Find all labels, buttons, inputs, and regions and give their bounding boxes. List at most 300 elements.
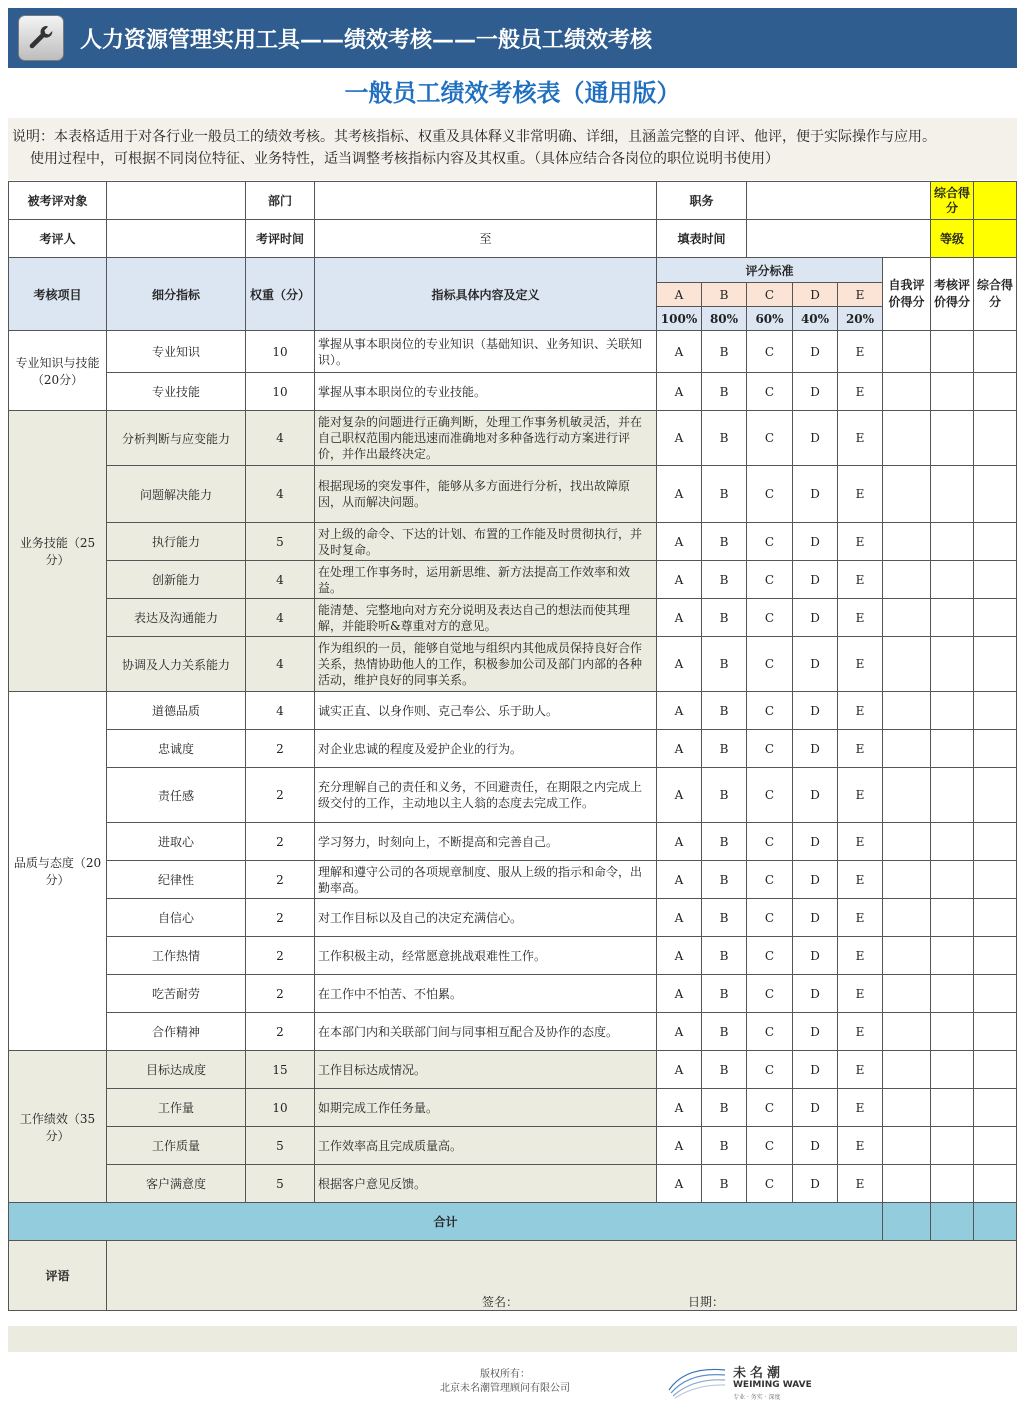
- indicator-weight: 4: [246, 637, 315, 692]
- indicator-name: 问题解决能力: [107, 466, 246, 523]
- total-score-cell[interactable]: [974, 637, 1017, 692]
- table-row: [9, 637, 1017, 692]
- grade-option-e[interactable]: E: [838, 411, 883, 466]
- indicator-weight: 4: [246, 466, 315, 523]
- total-final-cell[interactable]: [974, 1203, 1017, 1241]
- grade-option-b[interactable]: B: [702, 975, 747, 1013]
- grade-option-e[interactable]: E: [838, 523, 883, 561]
- grade-option-b[interactable]: B: [702, 331, 747, 373]
- indicator-definition: 诚实正直、以身作则、克己奉公、乐于助人。: [315, 692, 657, 730]
- indicator-definition: 对工作目标以及自己的决定充满信心。: [315, 899, 657, 937]
- indicator-definition: 能对复杂的问题进行正确判断，处理工作事务机敏灵活，并在自己职权范围内能迅速而准确地对多种备选行动方案进行评价，并作出最终决定。: [315, 411, 657, 466]
- grade-option-b[interactable]: B: [702, 1127, 747, 1165]
- grade-option-a[interactable]: A: [657, 637, 702, 692]
- eval-score-cell[interactable]: [931, 1127, 974, 1165]
- eval-score-cell[interactable]: [931, 466, 974, 523]
- indicator-weight: 5: [246, 1165, 315, 1203]
- indicator-name: 工作质量: [107, 1127, 246, 1165]
- grade-option-c[interactable]: C: [747, 373, 793, 411]
- dept-label: 部门: [246, 182, 315, 220]
- grade-option-d[interactable]: D: [793, 1089, 838, 1127]
- grade-option-d[interactable]: D: [793, 768, 838, 823]
- total-score-cell[interactable]: [974, 1127, 1017, 1165]
- form-title: 一般员工绩效考核表（通用版）: [344, 79, 681, 107]
- grade-option-e[interactable]: E: [838, 975, 883, 1013]
- total-score-cell[interactable]: [974, 1089, 1017, 1127]
- total-score-cell[interactable]: [974, 331, 1017, 373]
- table-row: [9, 692, 1017, 730]
- grade-option-b[interactable]: B: [702, 1165, 747, 1203]
- grade-option-a[interactable]: A: [657, 730, 702, 768]
- total-score-cell[interactable]: [974, 768, 1017, 823]
- eval-score-cell[interactable]: [931, 1051, 974, 1089]
- eval-score-cell[interactable]: [931, 768, 974, 823]
- period-label: 考评时间: [246, 220, 315, 258]
- indicator-definition: 工作效率高且完成质量高。: [315, 1127, 657, 1165]
- grade-option-a[interactable]: A: [657, 466, 702, 523]
- grade-option-e[interactable]: E: [838, 730, 883, 768]
- grade-option-b[interactable]: B: [702, 411, 747, 466]
- grade-option-a[interactable]: A: [657, 1127, 702, 1165]
- grade-option-e[interactable]: E: [838, 823, 883, 861]
- company-logo: [665, 1358, 815, 1404]
- col-indicator: 细分指标: [107, 258, 246, 331]
- grade-option-e[interactable]: E: [838, 331, 883, 373]
- grade-option-a[interactable]: A: [657, 523, 702, 561]
- evaluation-table: [8, 181, 1017, 1311]
- grade-option-d[interactable]: D: [793, 637, 838, 692]
- indicator-definition: 如期完成工作任务量。: [315, 1089, 657, 1127]
- eval-score-cell[interactable]: [931, 1165, 974, 1203]
- self-score-cell[interactable]: [883, 331, 931, 373]
- indicator-weight: 10: [246, 331, 315, 373]
- indicator-name: 创新能力: [107, 561, 246, 599]
- grade-option-b[interactable]: B: [702, 899, 747, 937]
- grade-option-e[interactable]: E: [838, 1089, 883, 1127]
- self-score-cell[interactable]: [883, 561, 931, 599]
- self-score-cell[interactable]: [883, 466, 931, 523]
- table-row: [9, 975, 1017, 1013]
- fill-date-input[interactable]: [747, 220, 931, 258]
- grade-option-d[interactable]: D: [793, 899, 838, 937]
- eval-score-cell[interactable]: [931, 1089, 974, 1127]
- grade-option-a[interactable]: A: [657, 331, 702, 373]
- total-score-cell[interactable]: [974, 466, 1017, 523]
- grade-option-b[interactable]: B: [702, 823, 747, 861]
- total-score-label: 综合得分: [931, 182, 974, 220]
- self-score-cell[interactable]: [883, 823, 931, 861]
- subject-label: 被考评对象: [9, 182, 107, 220]
- total-score-cell[interactable]: [974, 823, 1017, 861]
- indicator-name: 专业技能: [107, 373, 246, 411]
- eval-score-cell[interactable]: [931, 692, 974, 730]
- category-cell: 品质与态度（20分）: [9, 692, 107, 1051]
- grade-option-c[interactable]: C: [747, 1127, 793, 1165]
- total-score-cell[interactable]: [974, 730, 1017, 768]
- indicator-weight: 4: [246, 561, 315, 599]
- grade-option-a[interactable]: A: [657, 561, 702, 599]
- indicator-definition: 根据现场的突发事件，能够从多方面进行分析，找出故障原因，从而解决问题。: [315, 466, 657, 523]
- indicator-name: 吃苦耐劳: [107, 975, 246, 1013]
- col-self: 自我评价得分: [883, 258, 931, 331]
- grade-option-e[interactable]: E: [838, 1051, 883, 1089]
- total-score-cell[interactable]: [974, 599, 1017, 637]
- comment-label: 评语: [9, 1241, 107, 1311]
- grade-option-b[interactable]: B: [702, 599, 747, 637]
- indicator-definition: 根据客户意见反馈。: [315, 1165, 657, 1203]
- self-score-cell[interactable]: [883, 861, 931, 899]
- grade-label: 等级: [931, 220, 974, 258]
- indicator-weight: 10: [246, 1089, 315, 1127]
- grade-option-b[interactable]: B: [702, 861, 747, 899]
- eval-score-cell[interactable]: [931, 730, 974, 768]
- grade-c: C: [747, 283, 793, 307]
- eval-score-cell[interactable]: [931, 637, 974, 692]
- grade-option-c[interactable]: C: [747, 1013, 793, 1051]
- page-header: [8, 8, 1017, 68]
- total-score-cell[interactable]: [974, 411, 1017, 466]
- grade-option-c[interactable]: C: [747, 730, 793, 768]
- eval-score-cell[interactable]: [931, 373, 974, 411]
- grade-option-d[interactable]: D: [793, 730, 838, 768]
- date-label: 日期：: [688, 1295, 725, 1309]
- grade-option-a[interactable]: A: [657, 692, 702, 730]
- grade-a: A: [657, 283, 702, 307]
- indicator-definition: 学习努力，时刻向上，不断提高和完善自己。: [315, 823, 657, 861]
- indicator-name: 合作精神: [107, 1013, 246, 1051]
- grade-option-b[interactable]: B: [702, 1013, 747, 1051]
- evaluator-label: 考评人: [9, 220, 107, 258]
- grade-option-a[interactable]: A: [657, 768, 702, 823]
- indicator-definition: 掌握从事本职岗位的专业知识（基础知识、业务知识、关联知识）。: [315, 331, 657, 373]
- grade-option-b[interactable]: B: [702, 561, 747, 599]
- grade-option-c[interactable]: C: [747, 899, 793, 937]
- table-row: [9, 411, 1017, 466]
- eval-score-cell[interactable]: [931, 937, 974, 975]
- grade-option-a[interactable]: A: [657, 411, 702, 466]
- copyright-line-2: 北京未名潮管理顾问有限公司: [440, 1383, 570, 1394]
- table-row: [9, 1089, 1017, 1127]
- grade-option-c[interactable]: C: [747, 768, 793, 823]
- grade-option-b[interactable]: B: [702, 768, 747, 823]
- self-score-cell[interactable]: [883, 1051, 931, 1089]
- total-score-input[interactable]: [974, 182, 1017, 220]
- eval-score-cell[interactable]: [931, 861, 974, 899]
- percent-e: 20%: [838, 307, 883, 331]
- dept-input[interactable]: [315, 182, 657, 220]
- indicator-weight: 2: [246, 937, 315, 975]
- percent-d: 40%: [793, 307, 838, 331]
- eval-score-cell[interactable]: [931, 523, 974, 561]
- indicator-weight: 2: [246, 861, 315, 899]
- grade-option-e[interactable]: E: [838, 692, 883, 730]
- col-standard: 评分标准: [657, 258, 883, 283]
- col-eval: 考核评价得分: [931, 258, 974, 331]
- grade-option-e[interactable]: E: [838, 373, 883, 411]
- eval-score-cell[interactable]: [931, 1013, 974, 1051]
- grade-option-d[interactable]: D: [793, 1165, 838, 1203]
- grade-option-a[interactable]: A: [657, 373, 702, 411]
- comment-row: [9, 1241, 1017, 1311]
- logo-name: 未名潮: [733, 1366, 785, 1381]
- grade-option-a[interactable]: A: [657, 1051, 702, 1089]
- indicator-weight: 10: [246, 373, 315, 411]
- self-score-cell[interactable]: [883, 730, 931, 768]
- grade-option-b[interactable]: B: [702, 730, 747, 768]
- grade-option-d[interactable]: D: [793, 1051, 838, 1089]
- grade-option-d[interactable]: D: [793, 523, 838, 561]
- total-score-cell[interactable]: [974, 861, 1017, 899]
- self-score-cell[interactable]: [883, 937, 931, 975]
- grade-option-a[interactable]: A: [657, 1089, 702, 1127]
- table-row: [9, 1051, 1017, 1089]
- table-row: [9, 730, 1017, 768]
- header-title: 人力资源管理实用工具——绩效考核——一般员工绩效考核: [80, 27, 653, 53]
- self-score-cell[interactable]: [883, 637, 931, 692]
- grade-option-b[interactable]: B: [702, 937, 747, 975]
- indicator-name: 表达及沟通能力: [107, 599, 246, 637]
- grade-option-d[interactable]: D: [793, 561, 838, 599]
- grade-option-e[interactable]: E: [838, 637, 883, 692]
- table-row: [9, 523, 1017, 561]
- fill-date-label: 填表时间: [657, 220, 747, 258]
- grade-option-e[interactable]: E: [838, 937, 883, 975]
- indicator-definition: 作为组织的一员，能够自觉地与组织内其他成员保持良好合作关系，热情协助他人的工作，积极参加公司及部门内部的各种活动，维护良好的同事关系。: [315, 637, 657, 692]
- eval-score-cell[interactable]: [931, 899, 974, 937]
- indicator-weight: 15: [246, 1051, 315, 1089]
- total-score-cell[interactable]: [974, 1051, 1017, 1089]
- grade-option-b[interactable]: B: [702, 1089, 747, 1127]
- eval-score-cell[interactable]: [931, 331, 974, 373]
- grade-option-e[interactable]: E: [838, 1127, 883, 1165]
- table-row: [9, 466, 1017, 523]
- grade-option-c[interactable]: C: [747, 411, 793, 466]
- col-category: 考核项目: [9, 258, 107, 331]
- col-weight: 权重（分）: [246, 258, 315, 331]
- indicator-weight: 2: [246, 730, 315, 768]
- grade-option-c[interactable]: C: [747, 466, 793, 523]
- grade-option-d[interactable]: D: [793, 975, 838, 1013]
- indicator-definition: 工作目标达成情况。: [315, 1051, 657, 1089]
- category-cell: 业务技能（25分）: [9, 411, 107, 692]
- eval-score-cell[interactable]: [931, 411, 974, 466]
- subject-input[interactable]: [107, 182, 246, 220]
- grade-option-b[interactable]: B: [702, 466, 747, 523]
- grade-option-c[interactable]: C: [747, 823, 793, 861]
- grade-option-d[interactable]: D: [793, 599, 838, 637]
- grade-option-c[interactable]: C: [747, 523, 793, 561]
- self-score-cell[interactable]: [883, 1013, 931, 1051]
- grade-option-d[interactable]: D: [793, 466, 838, 523]
- grade-option-c[interactable]: C: [747, 1165, 793, 1203]
- grade-option-e[interactable]: E: [838, 768, 883, 823]
- eval-score-cell[interactable]: [931, 561, 974, 599]
- indicator-name: 工作热情: [107, 937, 246, 975]
- table-row: [9, 823, 1017, 861]
- grade-option-b[interactable]: B: [702, 1051, 747, 1089]
- indicator-definition: 在工作中不怕苦、不怕累。: [315, 975, 657, 1013]
- total-self-cell[interactable]: [883, 1203, 931, 1241]
- indicator-definition: 工作积极主动，经常愿意挑战艰难性工作。: [315, 937, 657, 975]
- indicator-weight: 5: [246, 523, 315, 561]
- grade-option-c[interactable]: C: [747, 975, 793, 1013]
- grade-option-a[interactable]: A: [657, 1165, 702, 1203]
- category-cell: 专业知识与技能（20分）: [9, 331, 107, 411]
- indicator-name: 工作量: [107, 1089, 246, 1127]
- percent-a: 100%: [657, 307, 702, 331]
- grade-option-a[interactable]: A: [657, 1013, 702, 1051]
- total-eval-cell[interactable]: [931, 1203, 974, 1241]
- total-score-cell[interactable]: [974, 373, 1017, 411]
- grade-option-c[interactable]: C: [747, 1051, 793, 1089]
- period-input[interactable]: 至: [315, 220, 657, 258]
- grade-option-d[interactable]: D: [793, 692, 838, 730]
- grade-option-b[interactable]: B: [702, 523, 747, 561]
- eval-score-cell[interactable]: [931, 823, 974, 861]
- indicator-definition: 能清楚、完整地向对方充分说明及表达自己的想法而使其理解，并能聆听&尊重对方的意见。: [315, 599, 657, 637]
- indicator-weight: 2: [246, 975, 315, 1013]
- indicator-weight: 2: [246, 823, 315, 861]
- self-score-cell[interactable]: [883, 1089, 931, 1127]
- grade-option-d[interactable]: D: [793, 331, 838, 373]
- total-label: 合计: [9, 1203, 883, 1241]
- grade-e: E: [838, 283, 883, 307]
- comment-input[interactable]: [107, 1241, 1017, 1311]
- indicator-definition: 掌握从事本职岗位的专业技能。: [315, 373, 657, 411]
- grade-option-d[interactable]: D: [793, 411, 838, 466]
- grade-option-c[interactable]: C: [747, 692, 793, 730]
- indicator-name: 专业知识: [107, 331, 246, 373]
- eval-score-cell[interactable]: [931, 599, 974, 637]
- description-line-1: 说明：本表格适用于对各行业一般员工的绩效考核。其考核指标、权重及具体释义非常明确、详细，且涵盖完整的自评、他评，便于实际操作与应用。: [12, 129, 936, 145]
- grade-option-c[interactable]: C: [747, 937, 793, 975]
- logo-tagline: 专业 · 务实 · 深度: [733, 1394, 781, 1401]
- total-row: [9, 1203, 1017, 1241]
- indicator-name: 责任感: [107, 768, 246, 823]
- total-score-cell[interactable]: [974, 561, 1017, 599]
- indicator-definition: 在本部门内和关联部门间与同事相互配合及协作的态度。: [315, 1013, 657, 1051]
- indicator-name: 纪律性: [107, 861, 246, 899]
- indicator-name: 协调及人力关系能力: [107, 637, 246, 692]
- grade-option-c[interactable]: C: [747, 861, 793, 899]
- grade-option-b[interactable]: B: [702, 692, 747, 730]
- table-row: [9, 599, 1017, 637]
- percent-b: 80%: [702, 307, 747, 331]
- grade-option-a[interactable]: A: [657, 899, 702, 937]
- category-cell: 工作绩效（35分）: [9, 1051, 107, 1203]
- grade-option-d[interactable]: D: [793, 861, 838, 899]
- grade-input[interactable]: [974, 220, 1017, 258]
- position-label: 职务: [657, 182, 747, 220]
- table-row: [9, 1013, 1017, 1051]
- total-score-cell[interactable]: [974, 523, 1017, 561]
- logo-english: WEIMING WAVE: [733, 1380, 812, 1390]
- grade-option-d[interactable]: D: [793, 937, 838, 975]
- total-score-cell[interactable]: [974, 1165, 1017, 1203]
- self-score-cell[interactable]: [883, 1127, 931, 1165]
- self-score-cell[interactable]: [883, 975, 931, 1013]
- indicator-weight: 2: [246, 768, 315, 823]
- total-score-cell[interactable]: [974, 899, 1017, 937]
- table-row: [9, 561, 1017, 599]
- grade-option-e[interactable]: E: [838, 466, 883, 523]
- col-total: 综合得分: [974, 258, 1017, 331]
- grade-option-d[interactable]: D: [793, 1013, 838, 1051]
- table-row: [9, 1127, 1017, 1165]
- indicator-definition: 充分理解自己的责任和义务，不回避责任，在期限之内完成上级交付的工作，主动地以主人翁的态度去完成工作。: [315, 768, 657, 823]
- bottom-band: [8, 1326, 1017, 1352]
- grade-option-a[interactable]: A: [657, 861, 702, 899]
- indicator-name: 道德品质: [107, 692, 246, 730]
- position-input[interactable]: [747, 182, 931, 220]
- grade-option-c[interactable]: C: [747, 599, 793, 637]
- grade-option-c[interactable]: C: [747, 561, 793, 599]
- grade-option-e[interactable]: E: [838, 1013, 883, 1051]
- table-row: [9, 768, 1017, 823]
- grade-option-c[interactable]: C: [747, 1089, 793, 1127]
- self-score-cell[interactable]: [883, 599, 931, 637]
- copyright-line-1: 版权所有：: [480, 1369, 530, 1380]
- self-score-cell[interactable]: [883, 692, 931, 730]
- copyright: [400, 1368, 610, 1396]
- grade-option-e[interactable]: E: [838, 1165, 883, 1203]
- grade-option-e[interactable]: E: [838, 899, 883, 937]
- self-score-cell[interactable]: [883, 523, 931, 561]
- indicator-weight: 4: [246, 411, 315, 466]
- total-score-cell[interactable]: [974, 1013, 1017, 1051]
- grade-option-a[interactable]: A: [657, 937, 702, 975]
- indicator-weight: 4: [246, 692, 315, 730]
- indicator-weight: 5: [246, 1127, 315, 1165]
- grade-option-c[interactable]: C: [747, 331, 793, 373]
- grade-option-d[interactable]: D: [793, 373, 838, 411]
- grade-option-a[interactable]: A: [657, 599, 702, 637]
- self-score-cell[interactable]: [883, 411, 931, 466]
- description-line-2: 使用过程中，可根据不同岗位特征、业务特性，适当调整考核指标内容及其权重。（具体应结合各岗位的职位说明书使用）: [30, 151, 779, 167]
- total-score-cell[interactable]: [974, 937, 1017, 975]
- percent-c: 60%: [747, 307, 793, 331]
- grade-option-c[interactable]: C: [747, 637, 793, 692]
- grade-option-b[interactable]: B: [702, 373, 747, 411]
- grade-option-d[interactable]: D: [793, 1127, 838, 1165]
- self-score-cell[interactable]: [883, 768, 931, 823]
- grade-option-e[interactable]: E: [838, 599, 883, 637]
- indicator-name: 客户满意度: [107, 1165, 246, 1203]
- indicator-weight: 2: [246, 1013, 315, 1051]
- grade-option-e[interactable]: E: [838, 561, 883, 599]
- eval-score-cell[interactable]: [931, 975, 974, 1013]
- description: [8, 118, 1017, 180]
- total-score-cell[interactable]: [974, 692, 1017, 730]
- indicator-name: 进取心: [107, 823, 246, 861]
- self-score-cell[interactable]: [883, 1165, 931, 1203]
- grade-option-a[interactable]: A: [657, 823, 702, 861]
- indicator-definition: 对上级的命令、下达的计划、布置的工作能及时贯彻执行，并及时复命。: [315, 523, 657, 561]
- self-score-cell[interactable]: [883, 899, 931, 937]
- evaluator-input[interactable]: [107, 220, 246, 258]
- grade-option-b[interactable]: B: [702, 637, 747, 692]
- grade-option-a[interactable]: A: [657, 975, 702, 1013]
- indicator-definition: 对企业忠诚的程度及爱护企业的行为。: [315, 730, 657, 768]
- grade-option-e[interactable]: E: [838, 861, 883, 899]
- self-score-cell[interactable]: [883, 373, 931, 411]
- indicator-definition: 在处理工作事务时，运用新思维、新方法提高工作效率和效益。: [315, 561, 657, 599]
- indicator-name: 执行能力: [107, 523, 246, 561]
- grade-b: B: [702, 283, 747, 307]
- total-score-cell[interactable]: [974, 975, 1017, 1013]
- grade-option-d[interactable]: D: [793, 823, 838, 861]
- table-row: [9, 331, 1017, 373]
